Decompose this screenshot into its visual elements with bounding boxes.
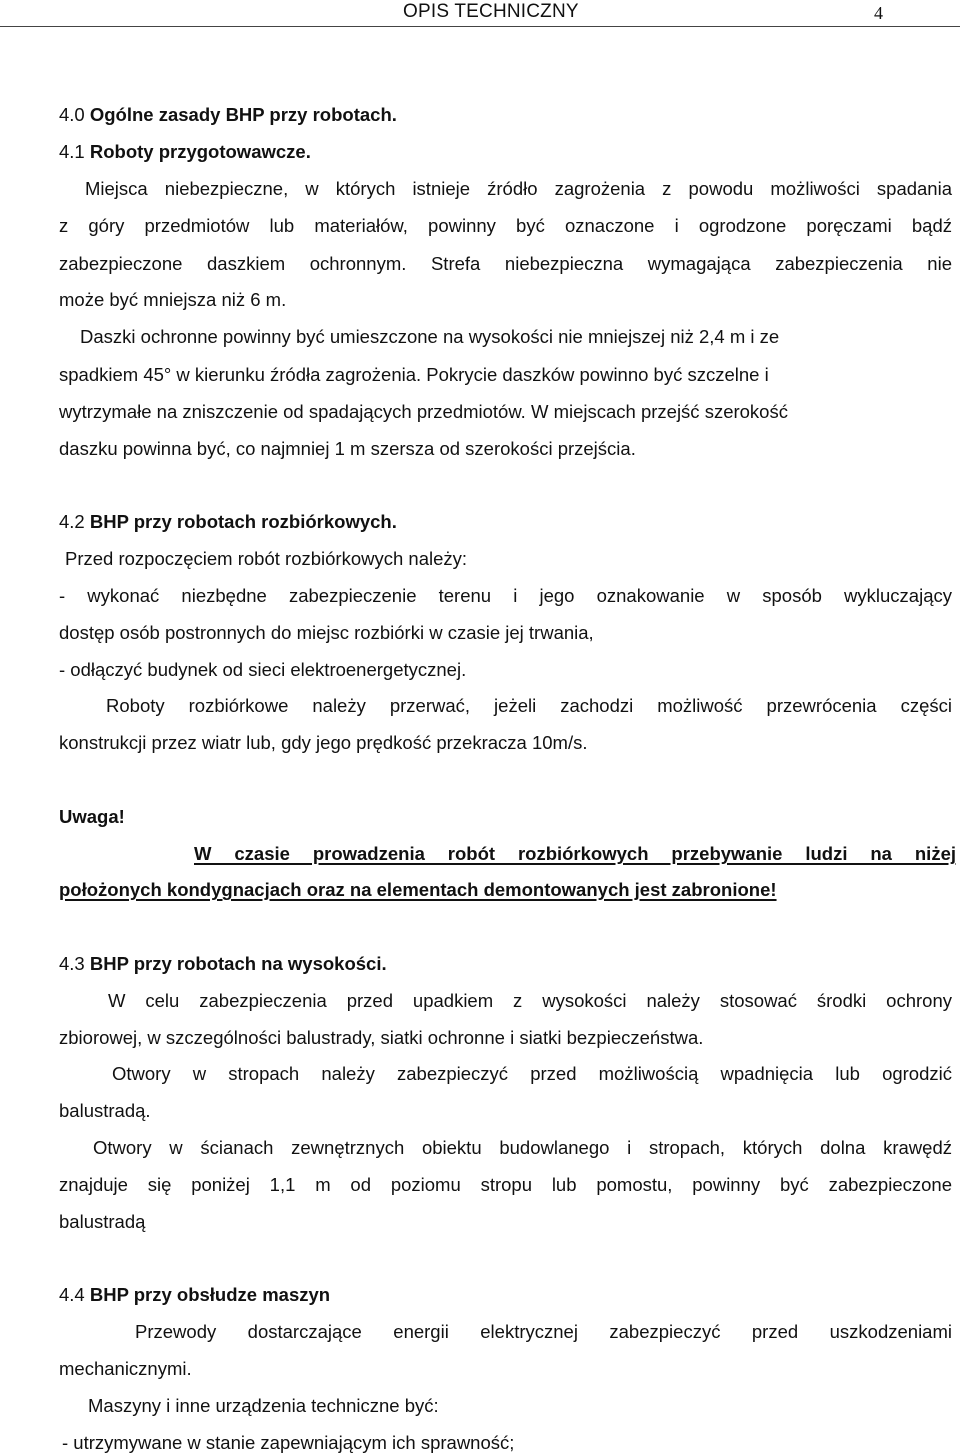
list-item-line: - wykonać niezbędne zabezpieczenie terenu i jego oznakowanie w sposób wykluczający: [59, 585, 952, 606]
paragraph-line: Daszki ochronne powinny być umieszczone na wysokości nie mniejszej niż 2,4 m i ze: [80, 326, 780, 347]
section-number: 4.3: [59, 953, 85, 974]
section-number: 4.2: [59, 511, 85, 532]
paragraph-line: Otwory w stropach należy zabezpieczyć przed możliwością wpadnięcia lub ogrodzić: [112, 1063, 952, 1084]
paragraph-line: zbiorowej, w szczególności balustrady, siatki ochronne i siatki bezpieczeństwa.: [59, 1027, 704, 1048]
section-number: 4.0: [59, 104, 85, 125]
paragraph-line: Maszyny i inne urządzenia techniczne być:: [88, 1395, 439, 1416]
paragraph-line: z góry przedmiotów lub materiałów, powinny być oznaczone i ogrodzone poręczami bądź: [59, 215, 952, 236]
paragraph-line: Przewody dostarczające energii elektrycznej zabezpieczyć przed uszkodzeniami: [135, 1321, 952, 1342]
heading-4-4: [59, 1284, 952, 1306]
page-header: [0, 0, 960, 27]
paragraph-line: mechanicznymi.: [59, 1358, 192, 1379]
heading-4-1: [59, 141, 952, 163]
list-item-line: - odłączyć budynek od sieci elektroenergetycznej.: [59, 659, 467, 680]
paragraph-line: zabezpieczone daszkiem ochronnym. Strefa niebezpieczna wymagająca zabezpieczenia nie: [59, 253, 952, 274]
paragraph-line: W celu zabezpieczenia przed upadkiem z wysokości należy stosować środki ochrony: [108, 990, 952, 1011]
heading-4-3: [59, 953, 952, 975]
paragraph-line: Roboty rozbiórkowe należy przerwać, jeżeli zachodzi możliwość przewrócenia części: [106, 695, 952, 716]
paragraph-line: spadkiem 45° w kierunku źródła zagrożenia. Pokrycie daszków powinno być szczelne i: [59, 364, 769, 385]
list-item-line: - utrzymywane w stanie zapewniającym ich sprawność;: [62, 1432, 515, 1453]
warning-line: W czasie prowadzenia robót rozbiórkowych przebywanie ludzi na niżej: [194, 843, 956, 864]
paragraph-line: konstrukcji przez wiatr lub, gdy jego prędkość przekracza 10m/s.: [59, 732, 588, 753]
section-title: BHP przy robotach rozbiórkowych.: [89, 511, 397, 532]
section-number: 4.4: [59, 1284, 85, 1305]
paragraph-line: Przed rozpoczęciem robót rozbiórkowych należy:: [65, 548, 468, 569]
paragraph-line: daszku powinna być, co najmniej 1 m szersza od szerokości przejścia.: [59, 438, 636, 459]
paragraph-line: wytrzymałe na zniszczenie od spadających przedmiotów. W miejscach przejść szerokość: [59, 401, 788, 422]
section-number: 4.1: [59, 141, 85, 162]
paragraph-line: balustradą.: [59, 1100, 151, 1121]
document-title: OPIS TECHNICZNY: [403, 1, 579, 22]
section-title: Ogólne zasady BHP przy robotach.: [89, 104, 397, 125]
heading-4-2: [59, 511, 952, 533]
section-title: BHP przy obsłudze maszyn: [89, 1284, 331, 1305]
paragraph-line: Miejsca niebezpieczne, w których istnieje źródło zagrożenia z powodu możliwości spadania: [85, 178, 952, 199]
heading-4-0: [59, 104, 952, 126]
section-title: BHP przy robotach na wysokości.: [89, 953, 387, 974]
list-item-line: dostęp osób postronnych do miejsc rozbiórki w czasie jej trwania,: [59, 622, 594, 643]
paragraph-line: balustradą: [59, 1211, 146, 1232]
page-number: 4: [874, 3, 883, 23]
section-title: Roboty przygotowawcze.: [89, 141, 311, 162]
warning-label: Uwaga!: [59, 806, 125, 827]
paragraph-line: może być mniejsza niż 6 m.: [59, 289, 287, 310]
warning-line: położonych kondygnacjach oraz na elementach demontowanych jest zabronione!: [59, 879, 777, 900]
paragraph-line: znajduje się poniżej 1,1 m od poziomu stropu lub pomostu, powinny być zabezpieczone: [59, 1174, 952, 1195]
paragraph-line: Otwory w ścianach zewnętrznych obiektu budowlanego i stropach, których dolna krawędź: [93, 1137, 952, 1158]
